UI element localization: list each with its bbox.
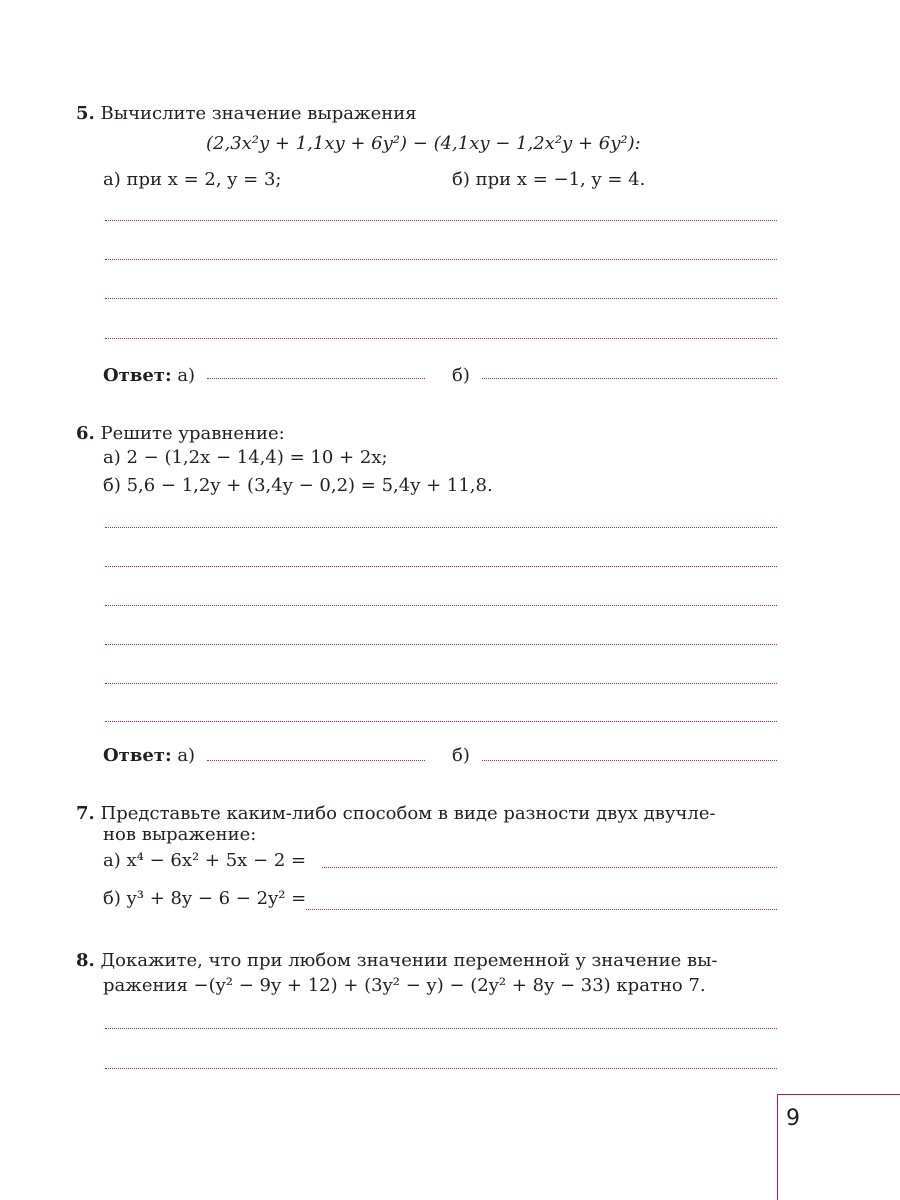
answer-line[interactable] [105, 298, 777, 299]
answer-line[interactable] [105, 259, 777, 260]
answer-a-label: а) [177, 365, 196, 386]
answer-row [103, 745, 195, 767]
answer-label: Ответ: [103, 745, 172, 766]
answer-line[interactable] [105, 683, 777, 684]
answer-line[interactable] [105, 1028, 777, 1029]
task-8 [76, 950, 718, 972]
part-b: б) 5,6 − 1,2y + (3,4y − 0,2) = 5,4y + 11,8. [103, 475, 493, 496]
task-text-line1: Представьте каким-либо способом в виде разности двух двучле- [100, 803, 716, 824]
answer-line[interactable] [105, 220, 777, 221]
answer-a-line[interactable] [207, 760, 425, 761]
page-corner-rule-horizontal [777, 1094, 900, 1095]
part-a: а) при x = 2, y = 3; [103, 169, 282, 190]
answer-a-label: а) [177, 745, 196, 766]
answer-label: Ответ: [103, 365, 172, 386]
task-text-line1: Докажите, что при любом значении переменной y значение вы- [100, 950, 718, 971]
task-number: 7. [76, 803, 95, 824]
task-number: 8. [76, 950, 95, 971]
task-number: 6. [76, 423, 95, 444]
answer-line[interactable] [105, 566, 777, 567]
answer-b-label: б) [452, 745, 470, 766]
answer-row [103, 365, 195, 387]
part-b: б) y³ + 8y − 6 − 2y² = [103, 888, 307, 909]
answer-b-line[interactable] [482, 378, 777, 379]
answer-line[interactable] [105, 721, 777, 722]
part-a: а) x⁴ − 6x² + 5x − 2 = [103, 850, 307, 871]
task-6 [76, 423, 285, 445]
task-text: Вычислите значение выражения [100, 103, 417, 124]
part-b: б) при x = −1, y = 4. [452, 169, 646, 190]
task-7 [76, 803, 716, 825]
part-a: а) 2 − (1,2x − 14,4) = 10 + 2x; [103, 447, 388, 468]
answer-line[interactable] [322, 867, 777, 868]
answer-line[interactable] [306, 909, 777, 910]
page-corner-rule-vertical [777, 1094, 778, 1200]
answer-line[interactable] [105, 338, 777, 339]
answer-a-line[interactable] [207, 378, 425, 379]
answer-line[interactable] [105, 644, 777, 645]
task-text: Решите уравнение: [100, 423, 285, 444]
page-number: 9 [786, 1106, 800, 1131]
answer-line[interactable] [105, 605, 777, 606]
expression: (2,3x²y + 1,1xy + 6y²) − (4,1xy − 1,2x²y + 6y²): [206, 133, 641, 154]
answer-line[interactable] [105, 1068, 777, 1069]
task-text-line2: ражения −(y² − 9y + 12) + (3y² − y) − (2y² + 8y − 33) кратно 7. [103, 975, 706, 996]
answer-line[interactable] [105, 527, 777, 528]
task-5 [76, 103, 417, 125]
answer-b-line[interactable] [482, 760, 777, 761]
answer-b-label: б) [452, 365, 470, 386]
task-text-line2: нов выражение: [103, 824, 257, 845]
task-number: 5. [76, 103, 95, 124]
